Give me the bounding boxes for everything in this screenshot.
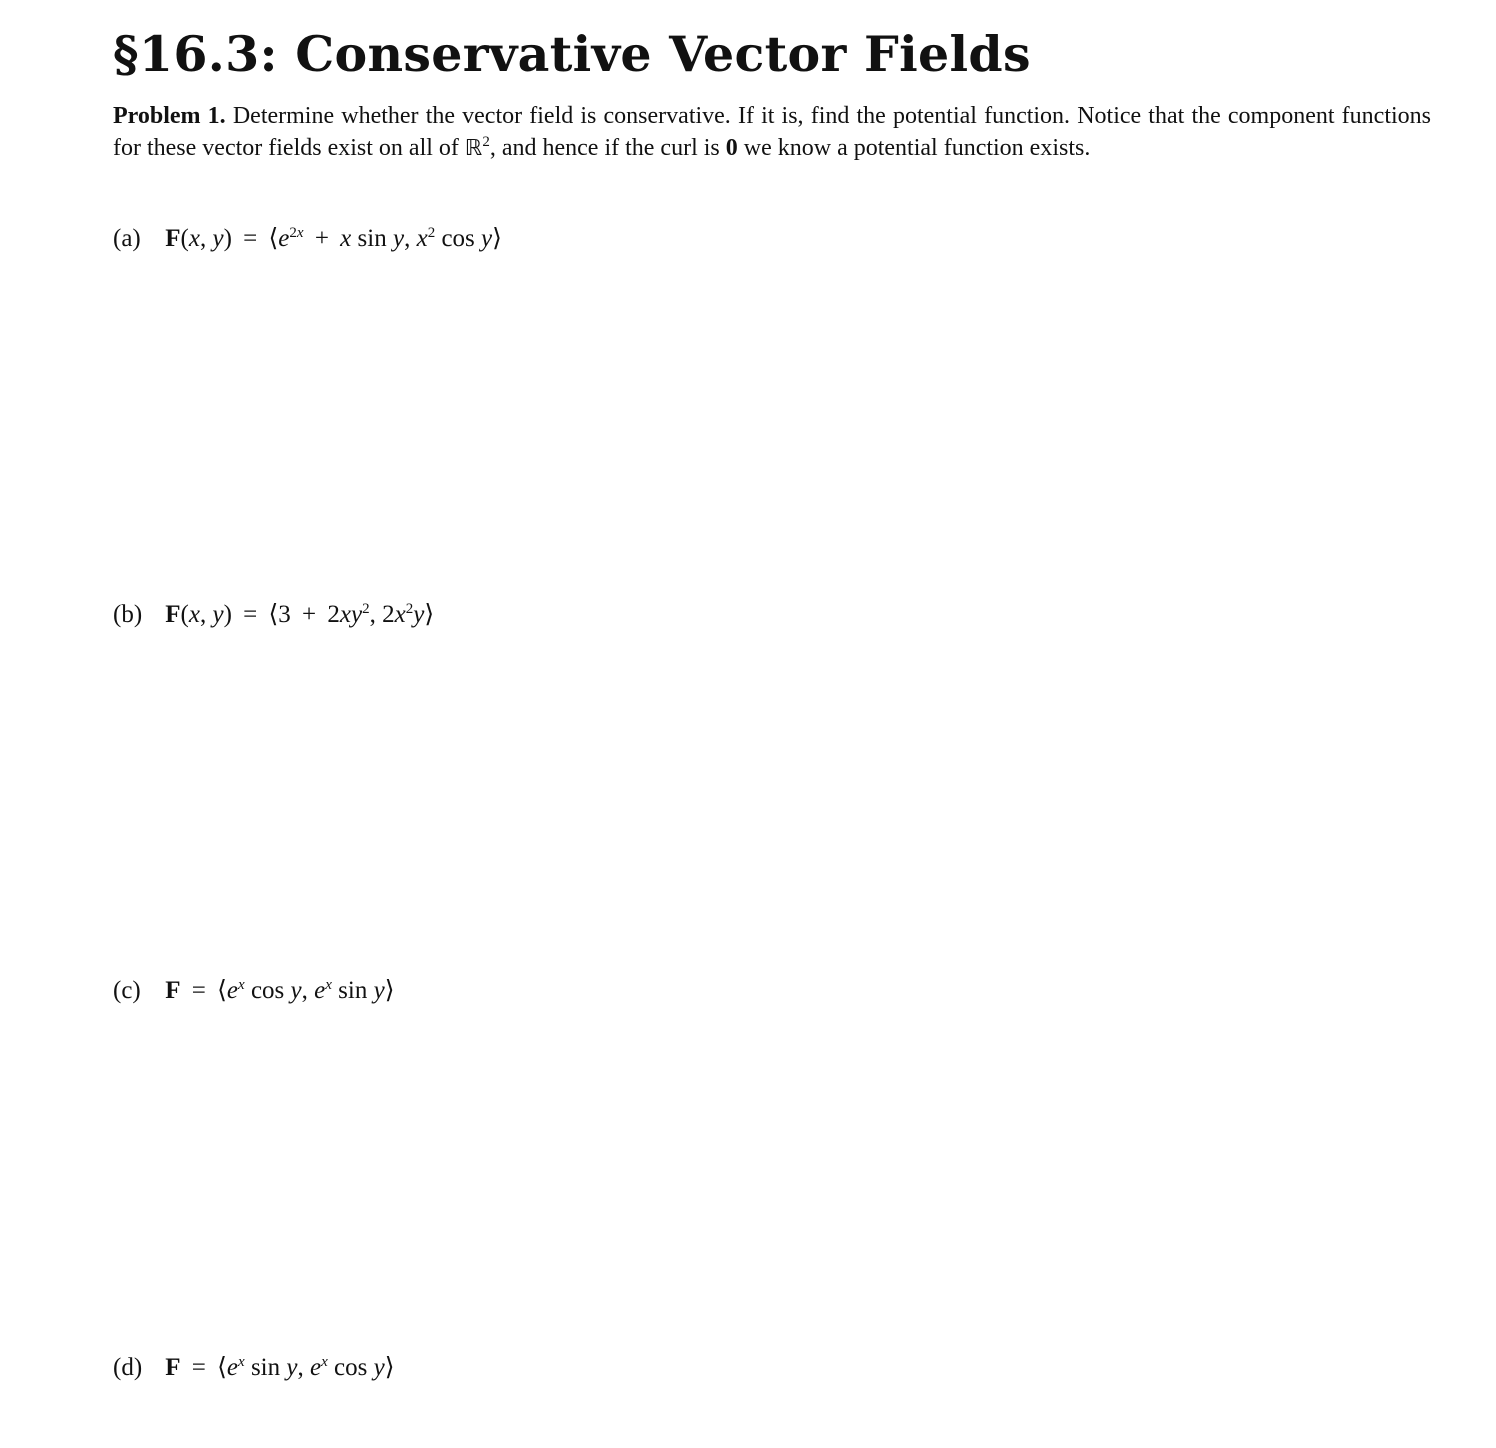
part-label: (b)	[113, 601, 143, 628]
problem-text-2: , and hence if the curl is	[489, 134, 726, 161]
part-a	[113, 222, 502, 256]
part-formula: $F = ⟨e^x$ cos y, $e^x$ sin y⟩	[165, 977, 395, 1004]
part-formula: F(x, $y) = ⟨e^{2x} + x$ sin y, $x^2$ cos y⟩	[165, 225, 502, 252]
reals-symbol: ℝ	[464, 135, 483, 161]
part-label: (d)	[113, 1354, 143, 1381]
reals-exponent: 2	[482, 133, 490, 150]
problem-text-3: we know a potential function exists.	[737, 134, 1091, 161]
page-title: §16.3: Conservative Vector Fields	[113, 25, 1031, 83]
part-formula: $F = ⟨e^x$ sin y, $e^x$ cos y⟩	[165, 1354, 395, 1381]
part-b	[113, 598, 434, 632]
problem-text-1: Determine whether the vector field is conservative. If it is, find the potential function. Notice that the component functions for these vector fields exist on all of	[113, 103, 1431, 161]
part-label: (a)	[113, 225, 141, 252]
part-formula: F(x, y) = ⟨3 + $2xy^2$, $2x^2y⟩$	[165, 601, 435, 628]
part-d	[113, 1351, 394, 1385]
zero-vector: 0	[725, 134, 738, 161]
part-label: (c)	[113, 977, 141, 1004]
problem-label: Problem 1.	[113, 103, 226, 129]
problem-statement	[113, 101, 1431, 164]
part-c	[113, 974, 394, 1008]
